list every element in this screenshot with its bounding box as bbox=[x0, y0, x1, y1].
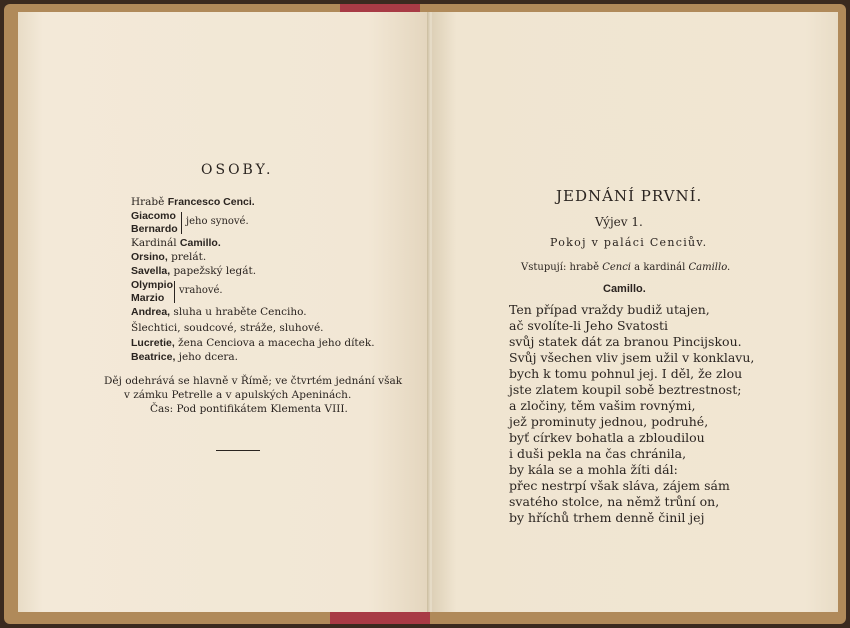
entrance-line bbox=[521, 262, 730, 273]
person-name: Giacomo bbox=[131, 210, 176, 222]
scene-title: Výjev 1. bbox=[595, 215, 643, 229]
verse-line: jež prominuty jednou, podruhé, bbox=[509, 414, 709, 429]
entrance-text: Vstupují: hrabě bbox=[521, 262, 603, 273]
person-desc: prelát. bbox=[167, 251, 207, 263]
brace bbox=[178, 212, 182, 234]
person-desc: jeho dcera. bbox=[175, 351, 239, 363]
person-name: Marzio bbox=[131, 292, 165, 304]
verse-line: by hříchů trhem denně činil jej bbox=[509, 510, 705, 525]
right-page bbox=[432, 12, 838, 612]
person-name: Camillo. bbox=[179, 237, 221, 249]
verse-line: a zločiny, těm vašim rovnými, bbox=[509, 398, 696, 413]
entrance-name: Cenci bbox=[602, 262, 631, 273]
verse-line: svůj statek dát za branou Pincijskou. bbox=[509, 334, 742, 349]
verse-line: svatého stolce, na němž trůní on, bbox=[509, 494, 720, 509]
person-line bbox=[131, 251, 206, 263]
act-title: JEDNÁNÍ PRVNÍ. bbox=[556, 187, 703, 205]
place-line: Pokoj v paláci Cenciův. bbox=[550, 236, 708, 249]
person-name: Francesco Cenci. bbox=[167, 196, 255, 208]
entrance-text: a kardinál bbox=[631, 262, 689, 273]
setting-line: Děj odehrává se hlavně v Římě; ve čtvrtém jednání však bbox=[104, 375, 403, 387]
brace bbox=[171, 281, 175, 303]
person-desc: žena Cenciova a macecha jeho dítek. bbox=[174, 337, 375, 349]
person-line bbox=[131, 196, 255, 208]
divider-rule bbox=[216, 450, 260, 451]
verse-line: jste zlatem koupil sobě beztrestnost; bbox=[509, 382, 742, 397]
person-name: Orsino, bbox=[131, 251, 168, 263]
verse-line: Svůj všechen vliv jsem užil v konklavu, bbox=[509, 350, 755, 365]
verse-line: ač svolíte-li Jeho Svatosti bbox=[509, 318, 669, 333]
person-line bbox=[131, 237, 221, 249]
left-page bbox=[18, 12, 430, 612]
person-line bbox=[131, 351, 238, 363]
verse-line: byť církev bohatla a zbloudilou bbox=[509, 430, 705, 445]
group-label-murderers: vrahové. bbox=[179, 285, 223, 296]
speaker-name: Camillo. bbox=[603, 283, 646, 295]
person-desc: sluha u hraběte Cenciho. bbox=[170, 306, 307, 318]
person-prefix: Kardinál bbox=[131, 237, 180, 249]
verse-line: by kála se a mohla žíti dál: bbox=[509, 462, 678, 477]
person-line bbox=[131, 306, 307, 318]
person-prefix: Hrabě bbox=[131, 196, 168, 208]
person-desc: Šlechtici, soudcové, stráže, sluhové. bbox=[131, 322, 324, 334]
person-line bbox=[131, 337, 375, 349]
verse-line: bych k tomu pohnul jej. I děl, že zlou bbox=[509, 366, 743, 381]
person-name: Lucretie, bbox=[131, 337, 175, 349]
verse-line: přec nestrpí však sláva, zájem sám bbox=[509, 478, 730, 493]
person-name: Olympio bbox=[131, 279, 174, 291]
group-label-sons: jeho synové. bbox=[186, 216, 249, 227]
person-name: Beatrice, bbox=[131, 351, 176, 363]
person-name: Andrea, bbox=[131, 306, 171, 318]
verse-line: i duši pekla na čas chránila, bbox=[509, 446, 687, 461]
verse-line: Ten případ vraždy budiž utajen, bbox=[509, 302, 710, 317]
person-name: Bernardo bbox=[131, 223, 178, 235]
person-desc: papežský legát. bbox=[170, 265, 257, 277]
page-title: OSOBY. bbox=[201, 162, 274, 178]
person-name: Savella, bbox=[131, 265, 171, 277]
person-line bbox=[131, 265, 256, 277]
setting-line: v zámku Petrelle a v apulských Apeninách. bbox=[124, 389, 352, 401]
person-line bbox=[131, 322, 324, 334]
setting-line: Čas: Pod pontifikátem Klementa VIII. bbox=[150, 403, 348, 415]
spine-ribbon-bottom bbox=[330, 612, 430, 624]
entrance-name: Camillo. bbox=[688, 262, 731, 273]
